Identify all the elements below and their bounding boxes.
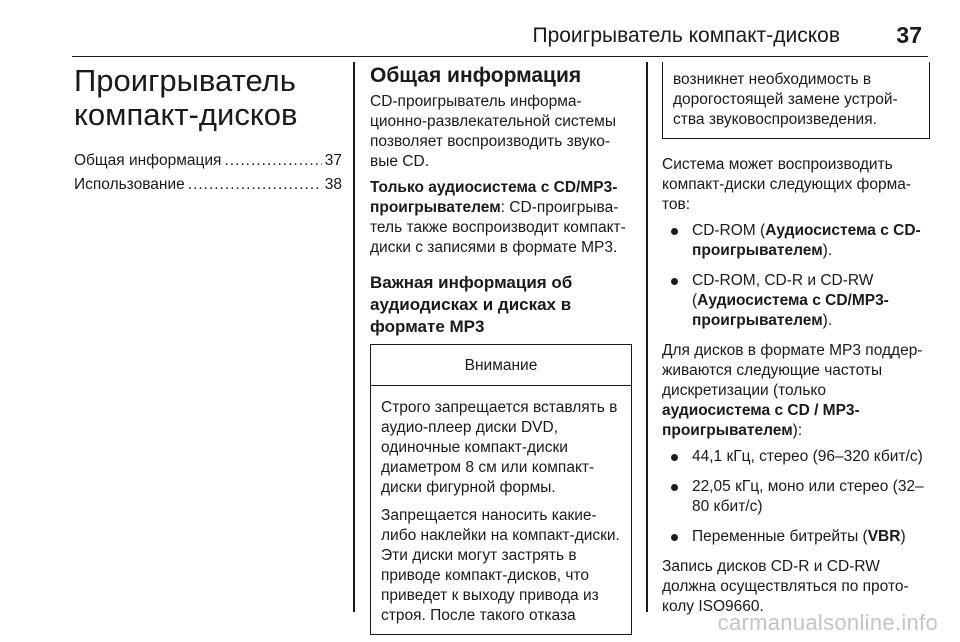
bullet-icon [671,278,678,285]
mp3-paragraph [370,178,632,258]
chapter-column [74,62,342,200]
chapter-title-line2: компакт-дисков [74,97,298,132]
subsection-heading: Важная информация об аудиодисках и дисках в формате MP3 [370,273,573,336]
toc-item-page: 38 [324,176,342,193]
list-item-tail: ). [822,312,833,329]
bullet-icon [671,534,678,541]
toc-item-label: Общая информация [74,152,222,169]
general-info-column [370,62,632,635]
formats-intro: Система может воспроизводить компакт-диски следующих форма-тов: [662,156,912,213]
warning-continued-text: возникнет необходимость в дорогостоящей замене устрой-ства звуковоспроизведения. [673,71,898,128]
chapter-title-line1: Проигрыватель [74,63,296,98]
list-item-bold: Аудиосистема с CD-проигрывателем [692,222,921,259]
mp3-bold-label: Только аудиосистема с CD/MP3-проигрывателем [370,179,618,216]
mp3-text: : CD-проигрыва-тель также воспроизводит компакт-диски с записями в формате MP3. [370,199,626,256]
recording-note: Запись дисков CD-R и CD-RW должна осуществляться по прото-колу ISO9660. [662,558,909,615]
bullet-icon [671,454,678,461]
formats-column [662,62,930,623]
list-item-tail: ). [822,242,833,259]
page-number: 37 [896,22,922,48]
list-item [662,527,930,547]
header-title: Проигрыватель компакт-дисков [532,24,840,47]
warning-paragraph-2: Запрещается наносить какие-либо наклейки на компакт-диски. Эти диски могут застрять в приводе компакт-дисков, что приведет к выходу привода из строя. После такого отказа [381,507,620,624]
formats-list [662,221,930,331]
list-item [662,477,930,517]
warning-body [371,386,631,626]
table-of-contents [74,152,342,200]
list-item-bold: VBR [867,528,901,545]
frequency-list [662,447,930,547]
toc-item-page: 37 [324,152,342,169]
bullet-icon [671,484,678,491]
intro-paragraph: CD-проигрыватель информа-ционно-развлекательной системы позволяет воспроизводить звуко-вые CD. [370,93,616,170]
frequency-intro [662,341,930,441]
frequency-intro-tail: ): [792,422,803,439]
list-item-tail: ) [900,528,906,545]
warning-box [370,344,632,635]
list-item-bold: Аудиосистема с CD/MP3-проигрывателем [692,292,889,329]
list-item-text: 22,05 кГц, моно или стерео (32–80 кбит/с) [692,478,924,515]
toc-leader-dots [188,176,322,194]
column-divider-left [353,62,355,612]
list-item [662,221,930,261]
list-item [662,271,930,331]
toc-leader-dots [224,152,321,170]
toc-item-label: Использование [74,176,185,193]
column-divider-right [646,62,648,612]
list-item-text: 44,1 кГц, стерео (96–320 кбит/с) [692,448,923,465]
warning-box-continued [662,62,930,139]
warning-paragraph-1: Строго запрещается вставлять в аудио-плеер диски DVD, одиночные компакт-диски диаметром 8 см или компакт-диски фигурной формы. [381,399,618,496]
list-item-text: CD-ROM, CD-R и CD-RW ( [692,272,874,309]
frequency-intro-bold: аудиосистема с CD / MP3-проигрывателем [662,402,860,439]
section-heading: Общая информация [370,64,582,87]
list-item [662,447,930,467]
page-header [72,16,928,57]
watermark: carmanualsonline.info [717,610,938,635]
chapter-title [74,64,342,132]
list-item-text: Переменные битрейты ( [692,528,868,545]
toc-item-usage[interactable] [74,176,342,200]
toc-item-general[interactable] [74,152,342,176]
frequency-intro-text: Для дисков в формате MP3 поддер-живаются следующие частоты дискретизации (только [662,342,923,399]
bullet-icon [671,228,678,235]
list-item-text: CD-ROM ( [692,222,766,239]
warning-title: Внимание [371,345,631,386]
